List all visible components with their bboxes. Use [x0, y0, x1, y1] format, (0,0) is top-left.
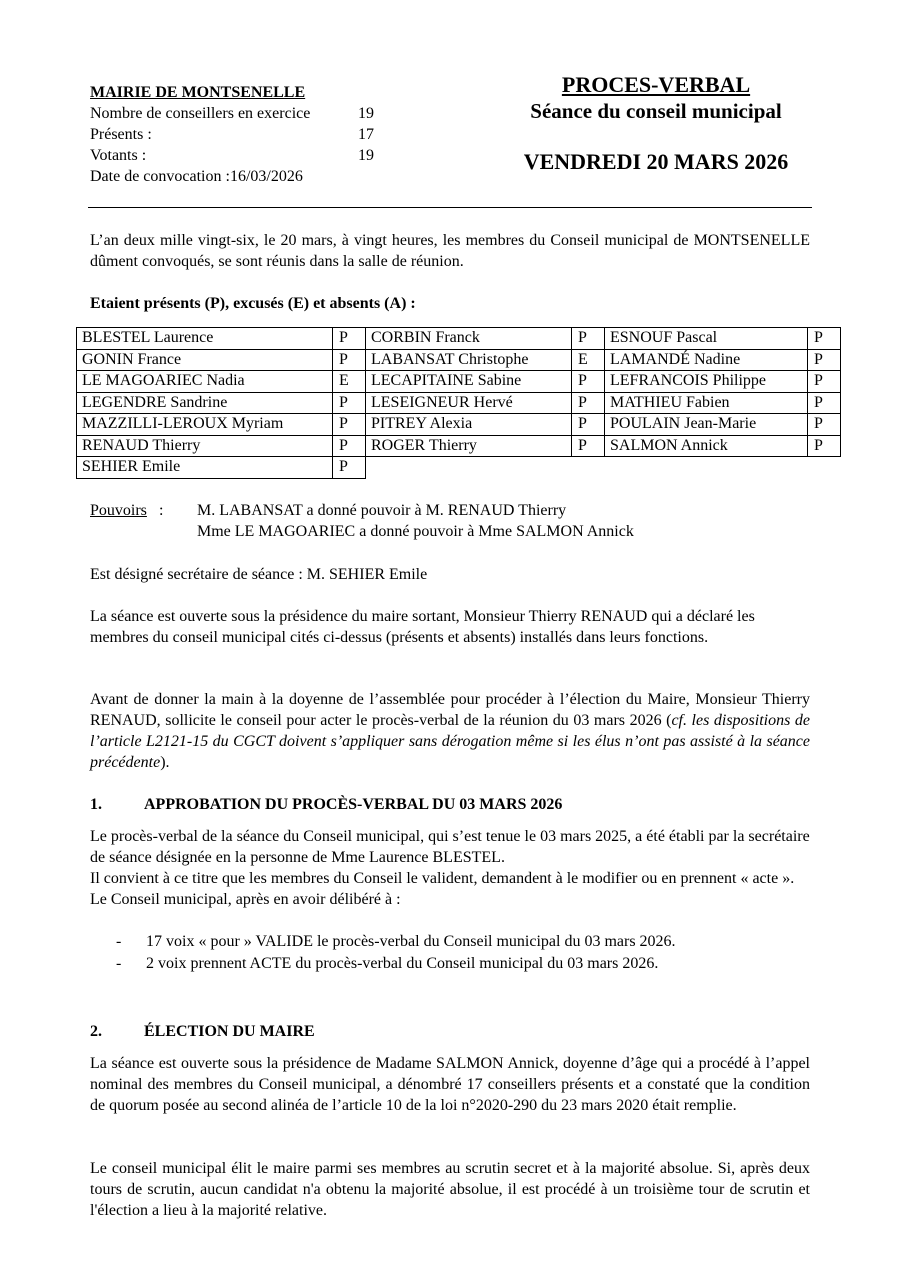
attendance-table [76, 327, 841, 479]
attendance-heading: Etaient présents (P), excusés (E) et absents (A) : [90, 295, 416, 312]
bullet-dash: - [116, 955, 122, 972]
pouvoirs-colon: : [159, 502, 164, 519]
section-1-line: Il convient à ce titre que les membres du Conseil le valident, demandent à le modifier ou en prennent « acte ». [90, 870, 795, 887]
stat-row [90, 124, 390, 145]
vote-item [116, 953, 816, 975]
stat-value: 17 [358, 126, 374, 143]
stat-label: Nombre de conseillers en exercice [90, 105, 311, 122]
convocation-date: Date de convocation :16/03/2026 [90, 168, 303, 185]
section-number: 2. [90, 1023, 102, 1040]
member-status: P [572, 392, 605, 414]
document-title-block [500, 72, 812, 175]
section-1-heading [90, 794, 562, 815]
member-name: GONIN France [77, 349, 333, 371]
meeting-date: VENDREDI 20 MARS 2026 [523, 149, 789, 174]
member-name: CORBIN Franck [366, 328, 572, 350]
section-2-paragraph: Le conseil municipal élit le maire parmi ses membres au scrutin secret et à la majorité absolue. Si, après deux tours de scrutin, aucun candidat n'a obtenu la majorité absolue, il est procédé à un troisième tour de scrutin et l'élection a lieu à la majorité relative. [90, 1160, 810, 1219]
member-name: LAMANDÉ Nadine [605, 349, 808, 371]
attendance-row [77, 457, 841, 479]
pouvoirs-label: Pouvoirs [90, 502, 147, 519]
pouvoirs-list [197, 500, 817, 542]
member-status: P [808, 371, 841, 393]
member-name: PITREY Alexia [366, 414, 572, 436]
section-number: 1. [90, 796, 102, 813]
member-name: POULAIN Jean-Marie [605, 414, 808, 436]
section-2-heading [90, 1021, 315, 1042]
member-name: LESEIGNEUR Hervé [366, 392, 572, 414]
member-status: P [572, 435, 605, 457]
member-name: RENAUD Thierry [77, 435, 333, 457]
section-2-paragraph: La séance est ouverte sous la présidence de Madame SALMON Annick, doyenne d’âge qui a procédé à l’appel nominal des membres du Conseil municipal, a dénombré 17 conseillers présents et a constaté que la condition de quorum posée au second alinéa de l’article 10 de la loi n°2020-290 du 23 mars 2020 était remplie. [90, 1055, 810, 1114]
attendance-row [77, 371, 841, 393]
section-1-line: Le procès-verbal de la séance du Conseil municipal, qui s’est tenue le 03 mars 2025, a été établi par la secrétaire de séance désignée en la personne de Mme Laurence BLESTEL. [90, 828, 810, 866]
member-name: LEFRANCOIS Philippe [605, 371, 808, 393]
member-name: MAZZILLI-LEROUX Myriam [77, 414, 333, 436]
document-subtitle: Séance du conseil municipal [530, 99, 782, 123]
vote-text: 2 voix prennent ACTE du procès-verbal du Conseil municipal du 03 mars 2026. [146, 955, 659, 972]
member-name: BLESTEL Laurence [77, 328, 333, 350]
attendance-row [77, 392, 841, 414]
member-status: P [572, 328, 605, 350]
member-status: P [808, 392, 841, 414]
member-name: ROGER Thierry [366, 435, 572, 457]
member-status: P [572, 414, 605, 436]
organization-block [90, 82, 390, 187]
member-name: MATHIEU Fabien [605, 392, 808, 414]
header-divider [88, 207, 812, 208]
stat-row [90, 145, 390, 166]
member-status: P [808, 435, 841, 457]
stat-label: Votants : [90, 147, 147, 164]
attendance-row [77, 328, 841, 350]
member-status: P [333, 414, 366, 436]
member-status: E [572, 349, 605, 371]
member-name: LABANSAT Christophe [366, 349, 572, 371]
member-status: E [333, 371, 366, 393]
secretaire-line: Est désigné secrétaire de séance : M. SEHIER Emile [90, 566, 428, 583]
pouvoir-line: Mme LE MAGOARIEC a donné pouvoir à Mme SALMON Annick [197, 523, 634, 540]
stat-row [90, 103, 390, 124]
member-name: LEGENDRE Sandrine [77, 392, 333, 414]
section-title: APPROBATION DU PROCÈS-VERBAL DU 03 MARS 2026 [144, 796, 563, 813]
member-status: P [808, 414, 841, 436]
organization-name: MAIRIE DE MONTSENELLE [90, 84, 306, 101]
stat-value: 19 [358, 105, 374, 122]
member-name: LECAPITAINE Sabine [366, 371, 572, 393]
member-status: P [333, 457, 366, 479]
vote-list [116, 931, 816, 975]
pouvoir-line: M. LABANSAT a donné pouvoir à M. RENAUD Thierry [197, 502, 567, 519]
document-title: PROCES-VERBAL [561, 72, 751, 97]
member-status: P [333, 435, 366, 457]
attendance-row [77, 414, 841, 436]
member-status: P [333, 392, 366, 414]
section-1-body [90, 826, 810, 910]
attendance-row [77, 349, 841, 371]
member-status: P [572, 371, 605, 393]
avant-text-end: ). [160, 754, 170, 771]
member-name: LE MAGOARIEC Nadia [77, 371, 333, 393]
member-name: SALMON Annick [605, 435, 808, 457]
avant-italic: cf. les dispositions de l’article L2121-15 du CGCT doivent s’appliquer sans dérogation même si les élus n’ont pas assisté à la séance précédente [90, 712, 810, 771]
member-name: ESNOUF Pascal [605, 328, 808, 350]
avant-paragraph [90, 689, 810, 773]
bullet-dash: - [116, 933, 122, 950]
intro-paragraph: L’an deux mille vingt-six, le 20 mars, à vingt heures, les membres du Conseil municipal de MONTSENELLE dûment convoqués, se sont réunis dans la salle de réunion. [90, 232, 810, 270]
avant-text: Avant de donner la main à la doyenne de l’assemblée pour procéder à l’élection du Maire, Monsieur Thierry RENAUD, sollicite le conseil pour acter le procès-verbal de la réunion du 03 mars 2026 ( [90, 691, 810, 729]
attendance-row [77, 435, 841, 457]
stat-label: Présents : [90, 126, 152, 143]
member-status: P [808, 328, 841, 350]
section-title: ÉLECTION DU MAIRE [144, 1023, 315, 1040]
member-status: P [808, 349, 841, 371]
member-status: P [333, 328, 366, 350]
member-status: P [333, 349, 366, 371]
section-1-line: Le Conseil municipal, après en avoir délibéré à : [90, 891, 401, 908]
member-name: SEHIER Emile [77, 457, 333, 479]
vote-item [116, 931, 816, 953]
ouverture-paragraph: La séance est ouverte sous la présidence du maire sortant, Monsieur Thierry RENAUD qui a déclaré les membres du conseil municipal cités ci-dessus (présents et absents) installés dans leurs fonctions. [90, 608, 755, 646]
vote-text: 17 voix « pour » VALIDE le procès-verbal du Conseil municipal du 03 mars 2026. [146, 933, 676, 950]
stat-value: 19 [358, 147, 374, 164]
